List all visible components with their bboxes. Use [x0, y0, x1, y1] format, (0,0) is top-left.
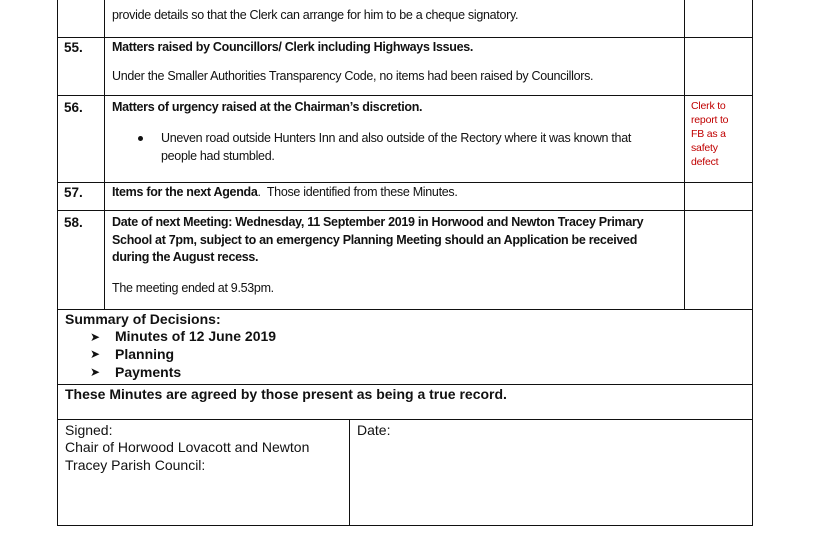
row-separator [57, 95, 753, 96]
row-separator [57, 182, 753, 183]
previous-item-text: provide details so that the Clerk can arrange for him to be a cheque signatory. [112, 8, 519, 22]
column-divider-signature [349, 419, 350, 526]
column-divider-number [104, 0, 105, 309]
table-border-bottom [57, 525, 753, 526]
item-number-58: 58. [64, 215, 83, 230]
arrow-bullet-icon: ➤ [90, 365, 101, 379]
arrow-bullet-icon: ➤ [90, 347, 101, 361]
table-border-left [57, 0, 58, 526]
item-58-line2: School at 7pm, subject to an emergency Planning Meeting should an Application be received [112, 233, 638, 247]
summary-heading: Summary of Decisions: [65, 311, 221, 327]
item-55-title: Matters raised by Councillors/ Clerk including Highways Issues. [112, 40, 474, 54]
summary-item: Minutes of 12 June 2019 [115, 328, 277, 344]
chair-label-line1: Chair of Horwood Lovacott and Newton [65, 439, 310, 455]
item-58-line1: Date of next Meeting: Wednesday, 11 September 2019 in Horwood and Newton Tracey Primary [112, 215, 644, 229]
note-line: report to [691, 114, 729, 126]
item-56-title: Matters of urgency raised at the Chairman’s discretion. [112, 100, 423, 114]
signed-label: Signed: [65, 422, 113, 438]
item-56-bullet-line1: Uneven road outside Hunters Inn and also outside of the Rectory where it was known that [161, 131, 632, 145]
item-57-text: . Those identified from these Minutes. [257, 185, 458, 199]
row-separator [57, 37, 753, 38]
bullet-icon [138, 136, 143, 141]
summary-item: Planning [115, 346, 175, 362]
row-separator [57, 419, 753, 420]
note-line: FB as a [691, 128, 726, 140]
item-number-55: 55. [64, 40, 83, 55]
row-separator [57, 210, 753, 211]
column-divider-notes [684, 0, 685, 309]
note-line: Clerk to [691, 100, 726, 112]
item-number-57: 57. [64, 185, 83, 200]
chair-label-line2: Tracey Parish Council: [65, 457, 206, 473]
item-56-action-note [691, 99, 728, 169]
agreement-statement: These Minutes are agreed by those present as being a true record. [65, 386, 507, 402]
item-58-line3: during the August recess. [112, 250, 259, 264]
table-border-right [752, 0, 753, 526]
row-separator [57, 384, 753, 385]
row-separator [57, 309, 753, 310]
item-55-text: Under the Smaller Authorities Transparency Code, no items had been raised by Councillors. [112, 69, 594, 83]
item-56-bullet-line2: people had stumbled. [161, 149, 275, 163]
item-57-title: Items for the next Agenda [112, 185, 258, 199]
arrow-bullet-icon: ➤ [90, 330, 101, 344]
note-line: defect [691, 156, 719, 168]
item-number-56: 56. [64, 100, 83, 115]
summary-item: Payments [115, 364, 182, 380]
item-58-meeting-ended: The meeting ended at 9.53pm. [112, 281, 274, 295]
date-label: Date: [357, 422, 391, 438]
note-line: safety [691, 142, 718, 154]
item-57-line [112, 185, 458, 199]
